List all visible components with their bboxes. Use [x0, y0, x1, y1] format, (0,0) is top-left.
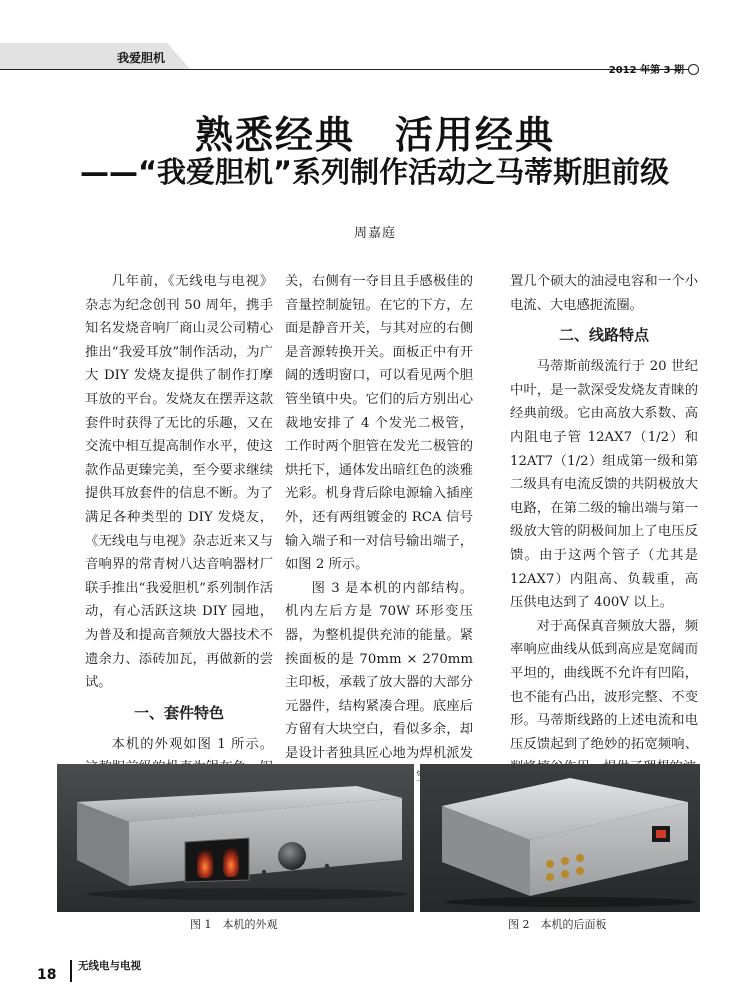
- article-subtitle: ——“我爱胆机”系列制作活动之马蒂斯胆前级: [80, 155, 670, 189]
- figure-1-caption: 图 1 本机的外观: [190, 918, 278, 931]
- magazine-name: 无线电与电视: [78, 960, 141, 972]
- amplifier-front-illustration: [57, 764, 414, 912]
- text-column-3: [510, 270, 698, 780]
- paragraph: 图 3 是本机的内部结构。机内左后方是 70W 环形变压器，为整机提供充沛的能量。紧挨面板的是 70mm × 270mm 主印板，承载了放大器的大部分元器件，结构紧凑合理。底座后方留有大块空白，看似多余，却是设计者独具匠心地为焊机派发: [285, 580, 473, 761]
- figure-2-caption: 图 2 本机的后面板: [508, 918, 607, 931]
- text-column-2: [285, 270, 473, 813]
- text-column-1: [85, 270, 273, 803]
- paragraph: 关，右侧有一夺目且手感极佳的音量控制旋钮。在它的下方，左面是静音开关，与其对应的右侧是音源转换开关。面板正中有开阔的透明窗口，可以看见两个胆管坐镇中央。它们的后方别出心裁地安排了 4 个发光二极管，工作时两个胆管在发光二极管的烘托下，通体发出暗红色的淡雅光彩。机身背后除电源输入插座外，还有两组镀金的 RCA 信号输入端子和一对信号输出端子，如图 2 所示。: [285, 274, 473, 573]
- section-heading: 二、线路特点: [558, 326, 649, 345]
- page-number: 18: [37, 967, 57, 983]
- figure-2-photo: [420, 764, 700, 912]
- figure-1-photo: [57, 764, 414, 912]
- section-label: 我爱胆机: [117, 51, 166, 65]
- article-title: 熟悉经典 活用经典: [194, 113, 555, 157]
- issue-label: 2012 年第 3 期: [608, 65, 684, 76]
- paragraph: 置几个硕大的油浸电容和一个小电流、大电感扼流圈。: [510, 274, 698, 313]
- footer-divider: [70, 960, 72, 982]
- paragraph: 马蒂斯前级流行于 20 世纪中叶，是一款深受发烧友青睐的经典前级。它由高放大系数、高内阻电子管 12AX7（1/2）和 12AT7（1/2）组成第一级和第二级具有电流反馈的共阴极放大电路，在第二级的输出端与第一级放大管的阴极间加上了电压反馈。由于这两个管子（尤其是 12AX7）内阻高、负载重，高压供电达到了 400V 以上。: [510, 359, 698, 611]
- paragraph: 对于高保真音频放大器，频率响应曲线从低到高应是宽阔而平坦的，曲线既不允许有凹陷，也不能有凸出，波形完整、不变形。马蒂斯线路的上述电流和电压反馈起到了绝妙的拓宽频响、: [510, 618, 698, 752]
- header-rule-end-circle: [688, 64, 699, 75]
- paragraph: 本机的外观如图 1 所示。: [111, 736, 273, 752]
- amplifier-rear-illustration: [420, 764, 700, 912]
- header-rule: [0, 69, 690, 70]
- section-heading: 一、套件特色: [133, 703, 224, 722]
- paragraph: 几年前，《无线电与电视》杂志为纪念创刊 50 周年，携手知名发烧音响厂商山灵公司精心推出“我爱耳放”制作活动，为广大 DIY 发烧友提供了制作打摩耳放的平台。发烧友在摆弄这款套件时获得了无比的乐趣，又在交流中相互提高制作水平，使这款作品更臻完美，至今要求继续提供耳放套件的信息不断。为了满足各种类型的 DIY 发烧友，《无线电与电视》杂志近来又与音响界的常青树八达音响器材厂联手推出“我爱胆机”系列制作活动，有心活跃这块 DIY 园地，为普及和提高音频放大器技术不遗余力、添砖加瓦，再做新的尝试。: [85, 274, 273, 691]
- article-author: 周嘉庭: [353, 226, 396, 241]
